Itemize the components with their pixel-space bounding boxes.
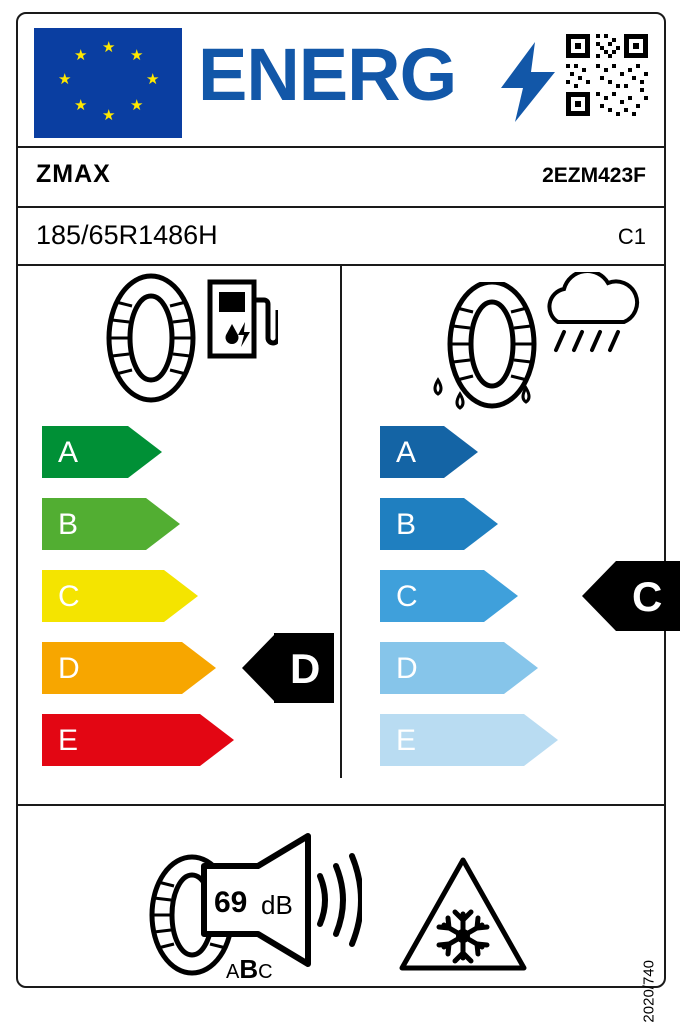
noise-class-a: A — [226, 961, 240, 983]
fuel-grade-a — [42, 426, 162, 478]
tyre-wet-icon — [430, 282, 550, 414]
fuel-grade-e — [42, 714, 234, 766]
header-divider — [18, 146, 664, 148]
page-title: ENERG — [198, 33, 457, 116]
wet-grade-c — [380, 570, 518, 622]
fuel-rating-arrow — [242, 633, 334, 703]
noise-value: 69 — [214, 886, 248, 919]
wet-grade-c-letter: C — [396, 580, 418, 613]
lightning-bolt-icon — [501, 42, 555, 122]
fuel-grade-b-letter: B — [58, 508, 79, 541]
wet-grade-d — [380, 642, 538, 694]
wet-grade-d-letter: D — [396, 652, 418, 685]
rain-cloud-icon — [536, 272, 646, 368]
bottom-divider — [18, 804, 664, 806]
noise-class-row — [226, 954, 273, 985]
eu-flag-icon: ★ ★ ★ ★ ★ ★ ★ ★ — [34, 28, 182, 138]
qr-code-icon — [564, 32, 650, 118]
sku-code: 2EZM423F — [542, 164, 646, 187]
production-date: 2020/740 — [641, 960, 658, 1023]
wet-grade-b — [380, 498, 498, 550]
fuel-grade-d-letter: D — [58, 652, 80, 685]
panel-divider — [340, 266, 342, 778]
noise-unit: dB — [261, 890, 293, 920]
tyre-size: 185/65R1486H — [36, 220, 218, 250]
wet-rating-letter: C — [632, 573, 663, 620]
noise-class-c: C — [258, 961, 273, 983]
tyre-energy-label — [16, 12, 666, 1023]
fuel-rating-letter: D — [290, 645, 321, 692]
fuel-grade-c — [42, 570, 198, 622]
fuel-grade-d — [42, 642, 216, 694]
wet-grade-b-letter: B — [396, 508, 417, 541]
wet-rating-arrow — [582, 561, 680, 631]
fuel-grade-e-letter: E — [58, 724, 79, 757]
noise-class-b: B — [239, 954, 259, 984]
wet-grade-e-letter: E — [396, 724, 417, 757]
fuel-pump-icon — [204, 272, 278, 362]
wet-grade-e — [380, 714, 558, 766]
snowflake-mountain-icon — [396, 854, 530, 976]
brand-divider — [18, 206, 664, 208]
wet-grade-a — [380, 426, 478, 478]
fuel-grade-c-letter: C — [58, 580, 80, 613]
tyre-class: C1 — [617, 224, 646, 249]
wet-grade-a-letter: A — [396, 436, 417, 469]
fuel-grade-b — [42, 498, 180, 550]
tyre-icon — [96, 272, 206, 404]
brand-name: ZMAX — [36, 160, 111, 188]
fuel-grade-a-letter: A — [58, 436, 79, 469]
label-header — [18, 14, 664, 146]
